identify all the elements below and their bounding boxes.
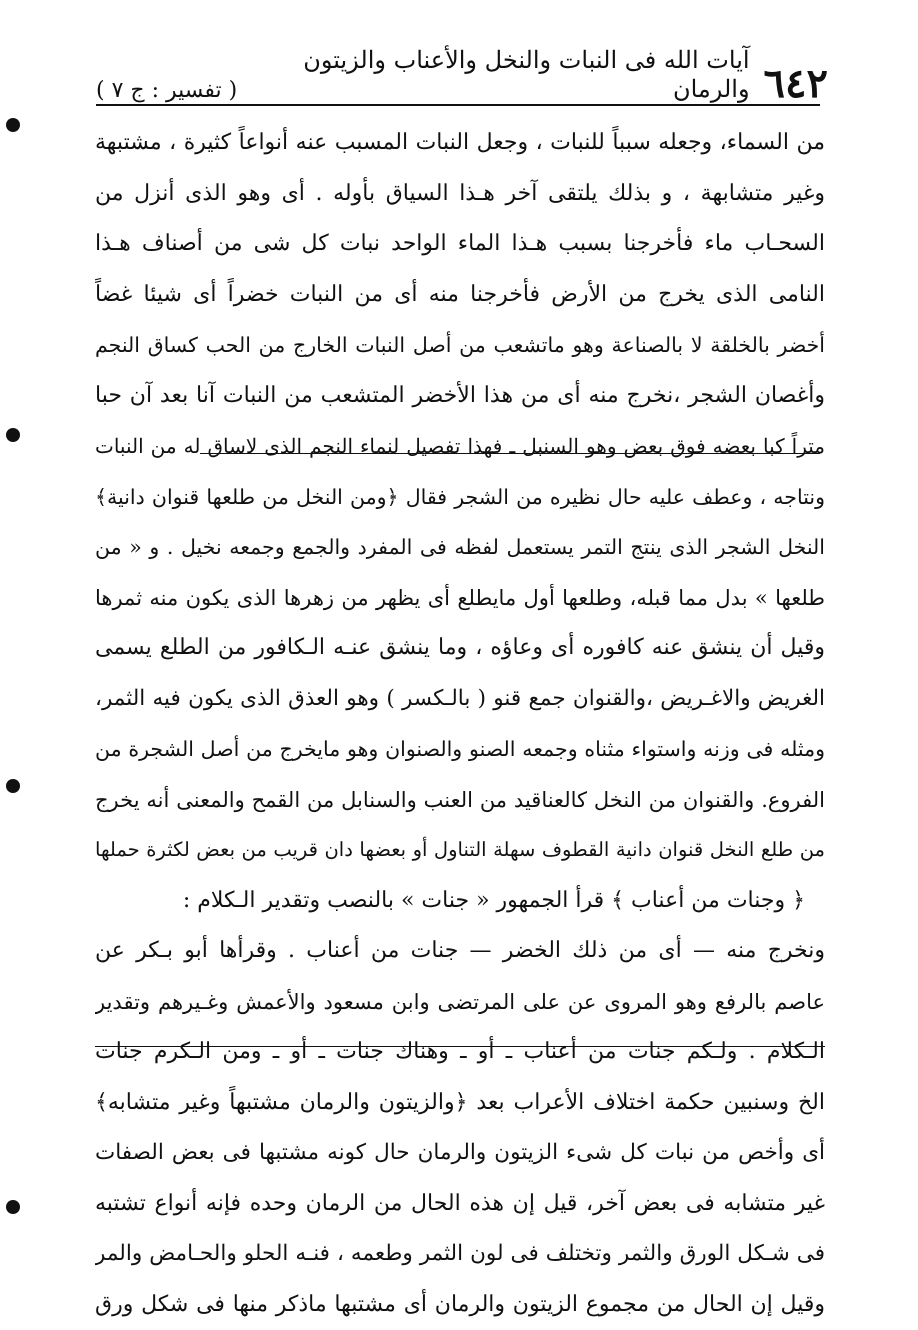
running-title: آيات الله فى النبات والنخل والأعناب والزيتون والرمان: [237, 46, 763, 104]
binding-hole: [6, 779, 20, 793]
text-line: الفروع. والقنوان من النخل كالعناقيد من العنب والسنابل من القمح والمعنى أنه يخرج: [95, 775, 825, 826]
text-line: أى وأخص من نبات كل شىء الزيتون والرمان حال كونه مشتبها فى بعض الصفات: [95, 1128, 825, 1179]
binding-hole: [6, 118, 20, 132]
binding-hole: [6, 1200, 20, 1214]
text-line: النخل الشجر الذى ينتج التمر يستعمل لفظه فى المفرد والجمع وجمعه نخيل . و « من: [95, 522, 825, 573]
page-header: [96, 52, 828, 104]
text-line: الغريض والاغـريض ،والقنوان جمع قنو ( بالـكسر ) وهو العذق الذى يكون فيه الثمر،: [95, 674, 825, 725]
text-line: ومثله فى وزنه واستواء مثناه وجمعه الصنو والصنوان وهو مايخرج من أصل الشجرة من: [95, 724, 825, 775]
volume-label: ( تفسير : ج ٧ ): [96, 78, 237, 104]
text-line: ونتاجه ، وعطف عليه حال نظيره من الشجر فقال ﴿ومن النخل من طلعها قنوان دانية﴾: [95, 472, 825, 523]
text-line: النامى الذى يخرج من الأرض فأخرجنا منه أى من النبات خضراً أى شيئا غضاً: [95, 270, 825, 321]
text-line: وقيل أن ينشق عنه كافوره أى وعاؤه ، وما ينشق عنـه الـكافور من الطلع يسمى: [95, 623, 825, 674]
text-line: وأغصان الشجر ،نخرج منه أى من هذا الأخضر المتشعب من النبات آنا بعد آن حبا: [95, 371, 825, 422]
text-line: عاصم بالرفع وهو المروى عن على المرتضى وابن مسعود والأعمش وغـيرهم وتقدير: [95, 977, 825, 1028]
text-line: غير متشابه فى بعض آخر، قيل إن هذه الحال من الرمان وحده فإنه أنواع تشتبه: [95, 1179, 825, 1230]
text-line: متراً كبا بعضه فوق بعض وهو السنبل ـ فهذا تفصيل لنماء النجم الذى لاساق له من النبات: [95, 421, 825, 472]
text-line: فى شـكل الورق والثمر وتختلف فى لون الثمر وطعمه ، فنـه الحلو والحـامض والمر: [95, 1229, 825, 1280]
text-line: الـكلام . ولـكم جنات من أعناب ـ أو ـ وهناك جنات ـ أو ـ ومن الـكرم جنات: [95, 1027, 825, 1078]
text-line: من السماء، وجعله سبباً للنبات ، وجعل النبات المسبب عنه أنواعاً كثيرة ، مشتبهة: [95, 118, 825, 169]
section-rule: [200, 453, 820, 454]
text-line: أخضر بالخلقة لا بالصناعة وهو ماتشعب من أصل النبات الخارج من الحب كساق النجم: [95, 320, 825, 371]
text-line: الخ وسنبين حكمة اختلاف الأعراب بعد ﴿والزيتون والرمان مشتبهاً وغير متشابه﴾: [95, 1078, 825, 1129]
text-line: طلعها » بدل مما قبله، وطلعها أول مايطلع أى يظهر من زهرها الذى يكون منه ثمرها: [95, 573, 825, 624]
text-line: وغير متشابهة ، و بذلك يلتقى آخر هـذا السياق بأوله . أى وهو الذى أنزل من: [95, 169, 825, 220]
body-text: [95, 118, 825, 1330]
text-line: السحـاب ماء فأخرجنا بسبب هـذا الماء الواحد نبات كل شى من أصناف هـذا: [95, 219, 825, 270]
page-number: ٦٤٢: [764, 64, 828, 104]
header-rule: [96, 104, 820, 106]
binding-hole: [6, 428, 20, 442]
section-rule: [95, 1046, 825, 1047]
text-line: ﴿ وجنات من أعناب ﴾ قرأ الجمهور « جنات » بالنصب وتقدير الـكلام :: [95, 876, 825, 927]
text-line: ونخرج منه — أى من ذلك الخضر — جنات من أعناب . وقرأها أبو بـكر عن: [95, 926, 825, 977]
text-line: وقيل إن الحال من مجموع الزيتون والرمان أى مشتبها ماذكر منها فى شكل ورق: [95, 1280, 825, 1330]
text-line: من طلع النخل قنوان دانية القطوف سهلة التناول أو بعضها دان قريب من بعض لكثرة حملها: [95, 825, 825, 876]
